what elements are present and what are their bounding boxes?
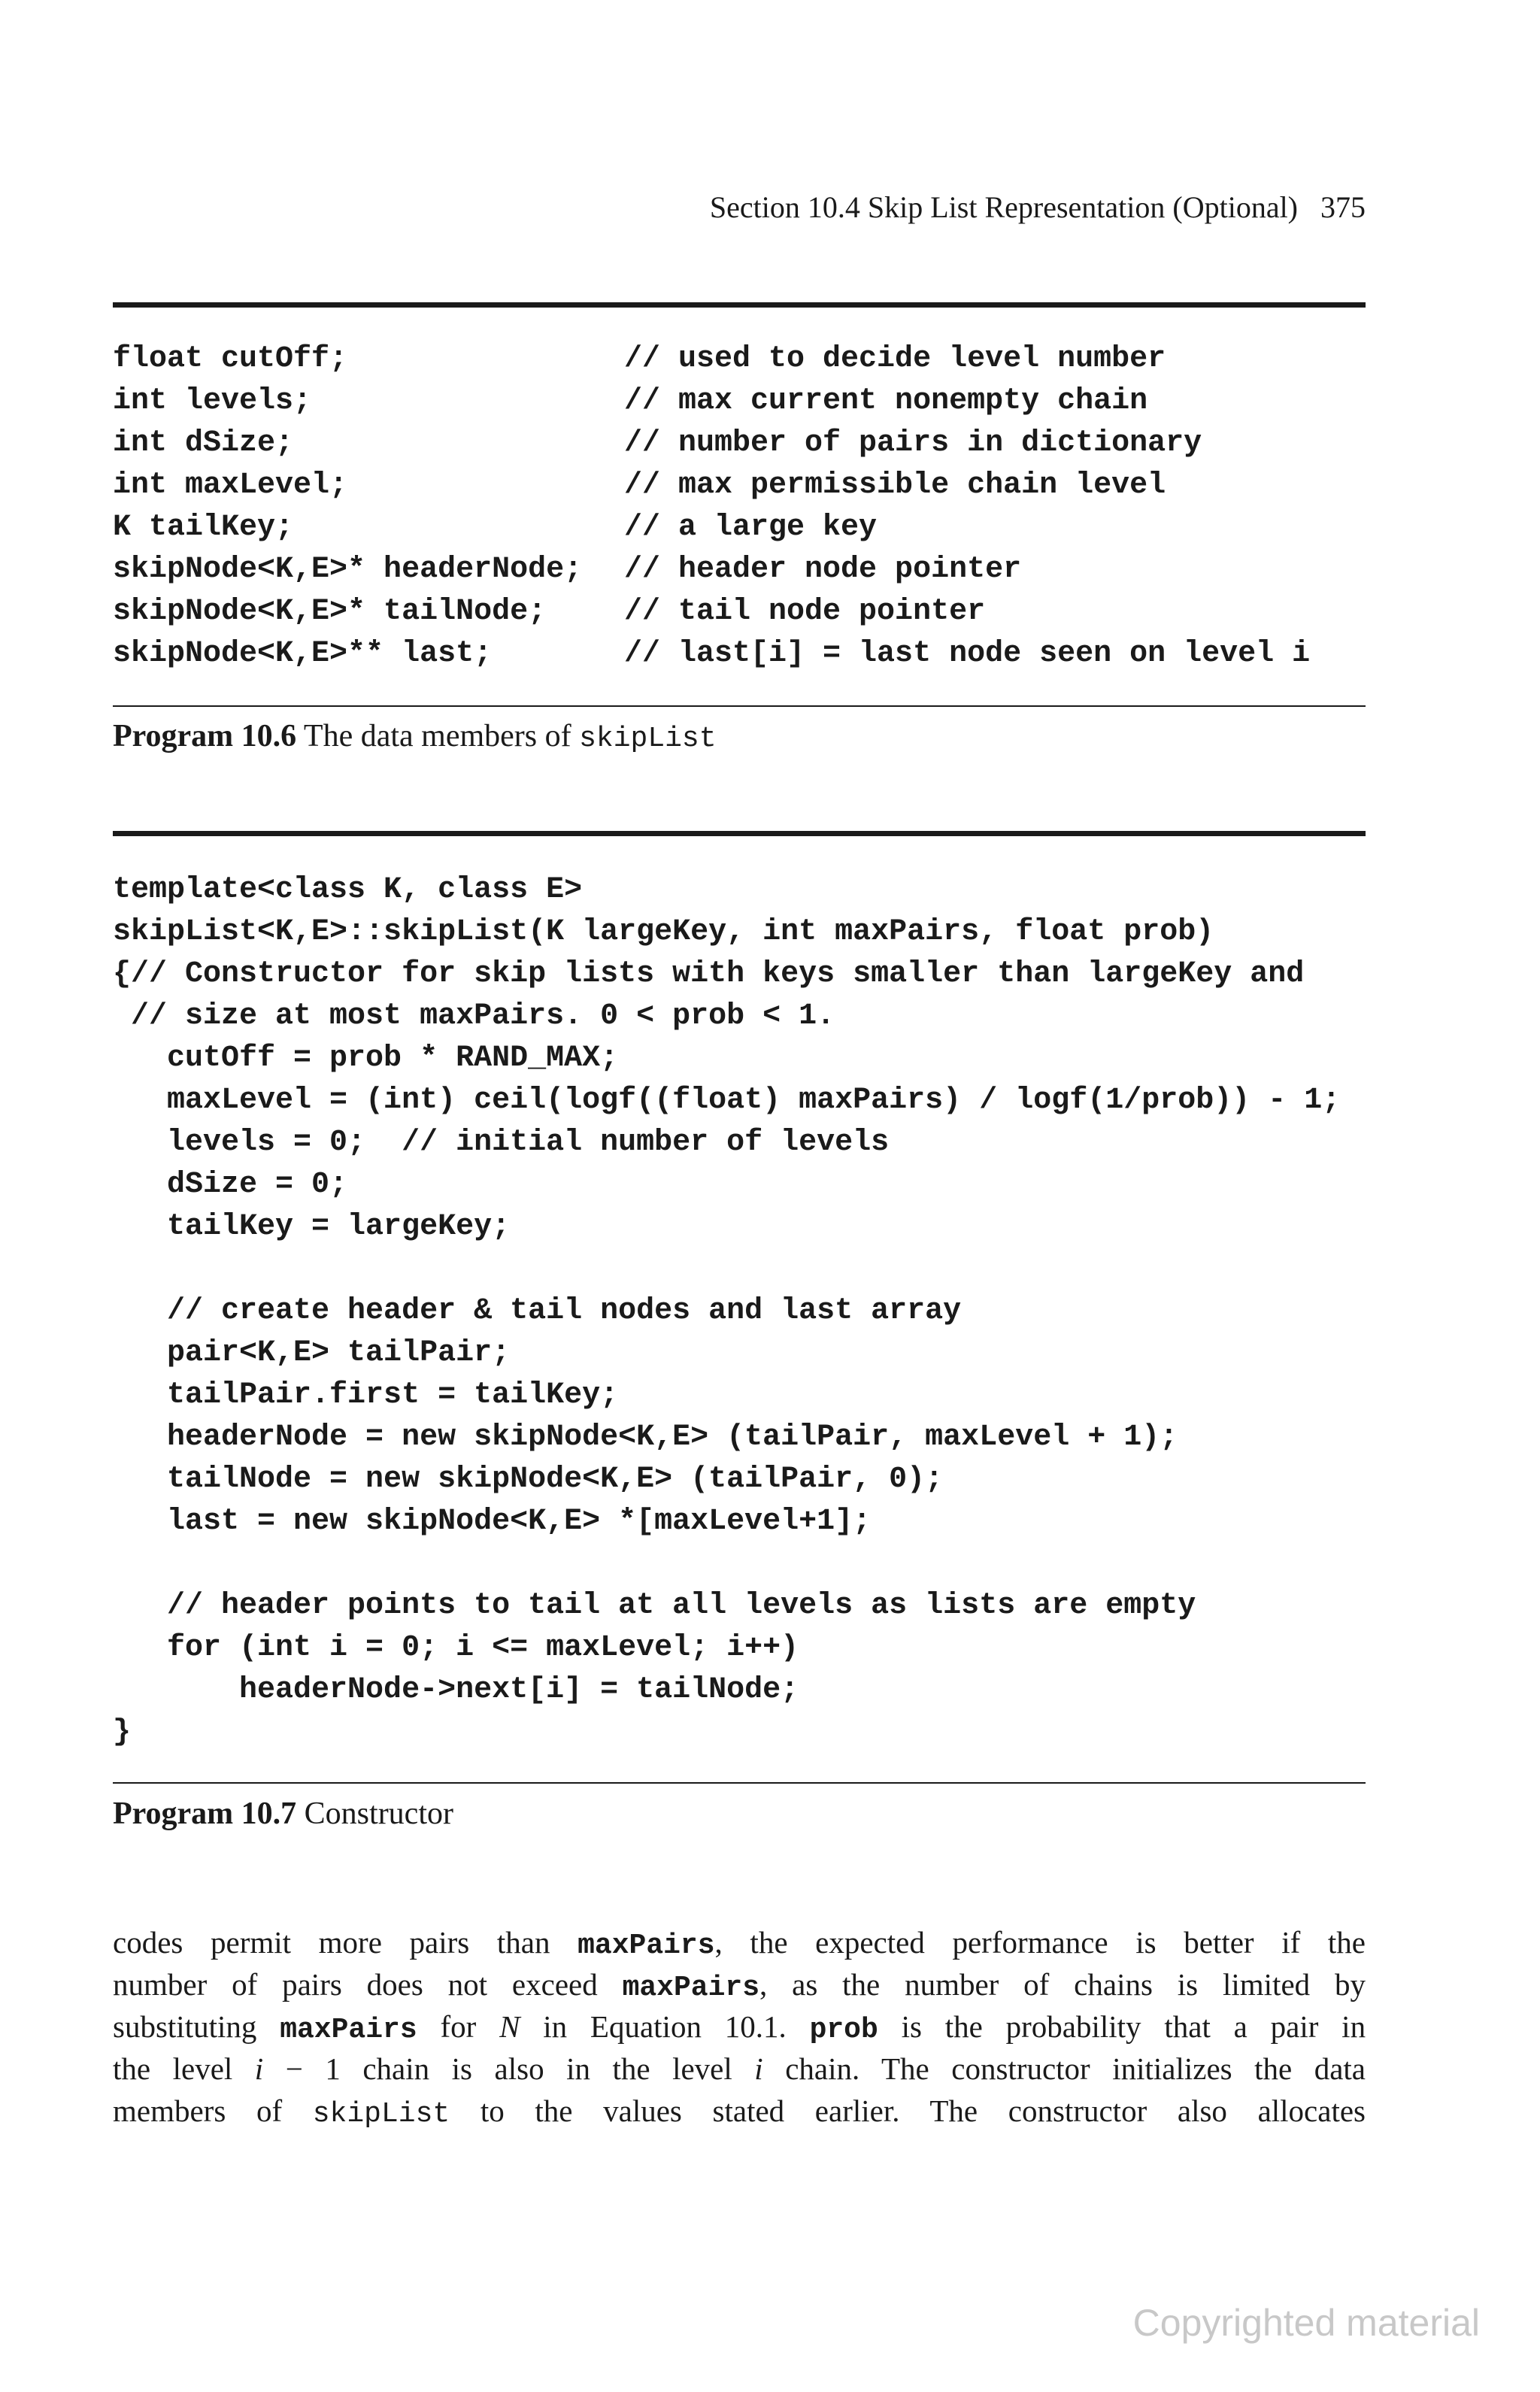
code-line: dSize = 0; <box>113 1168 348 1202</box>
caption-label: Program 10.7 <box>113 1796 297 1831</box>
code-comment: // max permissible chain level <box>624 468 1166 502</box>
program-10-7-top-rule <box>113 831 1366 836</box>
code-line: levels = 0; // initial number of levels <box>113 1126 890 1160</box>
program-10-6-code <box>113 338 1311 675</box>
body-paragraph <box>113 1921 1366 2132</box>
caption-text: Constructor <box>304 1796 453 1831</box>
program-10-7-bottom-rule <box>113 1782 1366 1784</box>
code-line <box>113 380 1148 423</box>
program-10-6-top-rule <box>113 302 1366 308</box>
code-line <box>113 591 986 633</box>
program-10-6-bottom-rule <box>113 705 1366 707</box>
body-line-4: the level i − 1 chain is also in the level i chain. The constructor initializes the data <box>113 2051 1366 2086</box>
body-line-3: substituting maxPairs for N in Equation 10.1. prob is the probability that a pair in <box>113 2009 1366 2046</box>
body-line-2: number of pairs does not exceed maxPairs, as the number of chains is limited by <box>113 1967 1366 2004</box>
code-comment: // max current nonempty chain <box>624 384 1148 418</box>
body-line-1: codes permit more pairs than maxPairs, the expected performance is better if the <box>113 1925 1366 1962</box>
code-line <box>113 1543 1340 1585</box>
code-line: tailKey = largeKey; <box>113 1210 511 1244</box>
code-text: K tailKey; <box>113 511 294 544</box>
code-comment: // tail node pointer <box>624 595 986 629</box>
code-text: int maxLevel; <box>113 468 348 502</box>
code-line <box>113 1248 1340 1290</box>
code-text: skipNode<K,E>* tailNode; <box>113 595 547 629</box>
running-head <box>710 189 1366 225</box>
code-comment: // number of pairs in dictionary <box>624 426 1202 460</box>
code-line: template<class K, class E> <box>113 873 583 907</box>
body-line-5: members of skipList to the values stated earlier. The constructor also allocates <box>113 2093 1366 2130</box>
code-line: headerNode->next[i] = tailNode; <box>113 1673 799 1707</box>
running-title: Section 10.4 Skip List Representation (Optional) <box>709 190 1298 224</box>
code-line <box>113 338 1166 380</box>
code-line: tailPair.first = tailKey; <box>113 1378 619 1412</box>
code-comment: // a large key <box>624 511 878 544</box>
code-line: // size at most maxPairs. 0 < prob < 1. <box>113 999 835 1033</box>
code-line: maxLevel = (int) ceil(logf((float) maxPairs) / logf(1/prob)) - 1; <box>113 1084 1341 1117</box>
code-line: pair<K,E> tailPair; <box>113 1336 511 1370</box>
caption-label: Program 10.6 <box>113 719 297 753</box>
code-comment: // last[i] = last node seen on level i <box>624 637 1311 671</box>
code-line <box>113 465 1166 507</box>
caption-text: The data members of <box>303 719 571 753</box>
caption-code: skipList <box>579 723 717 755</box>
program-10-6-caption <box>113 718 717 755</box>
code-line <box>113 423 1202 465</box>
code-line: tailNode = new skipNode<K,E> (tailPair, 0); <box>113 1463 944 1496</box>
program-10-7-code <box>113 869 1340 1754</box>
code-line: skipList<K,E>::skipList(K largeKey, int maxPairs, float prob) <box>113 915 1214 949</box>
code-line: for (int i = 0; i <= maxLevel; i++) <box>113 1631 799 1665</box>
code-line: last = new skipNode<K,E> *[maxLevel+1]; <box>113 1505 872 1539</box>
code-line: {// Constructor for skip lists with keys smaller than largeKey and <box>113 957 1305 991</box>
code-line: headerNode = new skipNode<K,E> (tailPair, maxLevel + 1); <box>113 1420 1178 1454</box>
code-line <box>113 549 1022 591</box>
code-line: } <box>113 1715 132 1749</box>
code-text: float cutOff; <box>113 342 348 376</box>
code-line: // header points to tail at all levels as lists are empty <box>113 1589 1196 1623</box>
code-line <box>113 633 1311 675</box>
program-10-7-caption <box>113 1796 453 1832</box>
code-line: cutOff = prob * RAND_MAX; <box>113 1041 619 1075</box>
page-number: 375 <box>1320 190 1366 224</box>
code-comment: // header node pointer <box>624 553 1022 587</box>
copyright-watermark: Copyrighted material <box>1132 2302 1480 2344</box>
code-line <box>113 507 878 549</box>
code-line: // create header & tail nodes and last array <box>113 1294 962 1328</box>
code-text: int levels; <box>113 384 312 418</box>
code-text: int dSize; <box>113 426 294 460</box>
code-comment: // used to decide level number <box>624 342 1166 376</box>
code-text: skipNode<K,E>** last; <box>113 637 493 671</box>
code-text: skipNode<K,E>* headerNode; <box>113 553 583 587</box>
